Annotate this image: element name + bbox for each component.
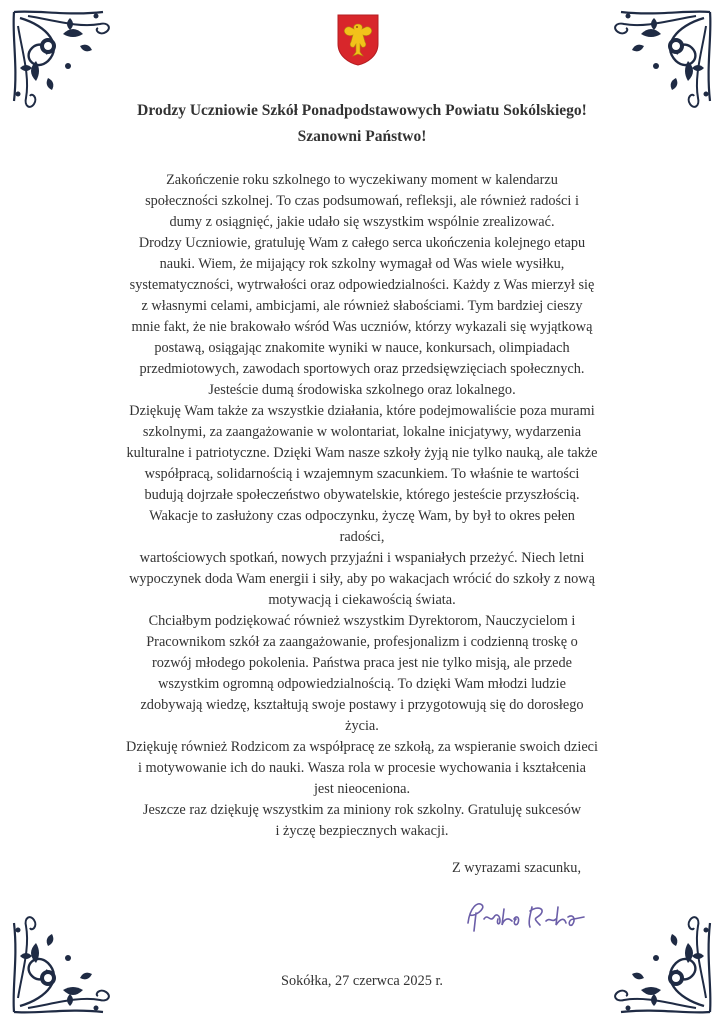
body-line: wartościowych spotkań, nowych przyjaźni i wspaniałych przeżyć. Niech letni (139, 550, 585, 566)
corner-ornament-bottom-left (8, 908, 118, 1018)
body-line: przedmiotowych, zawodach sportowych oraz przedsięwzięciach społecznych. (139, 361, 585, 377)
closing-phrase: Z wyrazami szacunku, (452, 860, 582, 876)
body-line: budują dojrzałe społeczeństwo obywatelskie, którego jesteście przyszłością. (144, 487, 580, 503)
body-line: postawą, osiągając znakomite wyniki w nauce, konkursach, olimpiadach (154, 340, 570, 356)
letter-heading (60, 98, 664, 150)
body-line: i motywowanie ich do nauki. Wasza rola w procesie wychowania i kształcenia (138, 760, 586, 776)
letter-body (96, 170, 628, 842)
body-line: dumy z osiągnięć, jakie udało się wszystkim wspólnie zrealizować. (169, 214, 555, 230)
body-line: rozwój młodego pokolenia. Państwa praca jest nie tylko misją, ale przede (151, 655, 573, 671)
body-line: zdobywają wiedzę, kształtują swoje postawy i przygotowują się do dorosłego (140, 697, 584, 713)
body-line: nauki. Wiem, że mijający rok szkolny wymagał od Was wiele wysiłku, (159, 256, 565, 272)
corner-ornament-bottom-right (606, 908, 716, 1018)
body-line: Jesteście dumą środowiska szkolnego oraz lokalnego. (208, 382, 516, 398)
body-line: współpracą, solidarnością i wzajemnym szacunkiem. To właśnie te wartości (144, 466, 580, 482)
body-line: mnie fakt, że nie brakowało wśród Was uczniów, którzy wykazali się wyjątkową (131, 319, 593, 335)
body-line: Jeszcze raz dziękuję wszystkim za miniony rok szkolny. Gratuluję sukcesów (142, 802, 582, 818)
body-line: życia. (345, 718, 379, 734)
body-line: Wakacje to zasłużony czas odpoczynku, życzę Wam, by był to okres pełen (149, 508, 575, 524)
body-line: szkolnymi, za zaangażowanie w wolontariat, lokalne inicjatywy, wydarzenia (142, 424, 582, 440)
place-and-date: Sokółka, 27 czerwca 2025 r. (281, 973, 443, 989)
body-line: jest nieoceniona. (313, 781, 411, 797)
body-line: kulturalne i patriotyczne. Dzięki Wam nasze szkoły żyją nie tylko nauką, ale także (126, 445, 598, 461)
body-line: Zakończenie roku szkolnego to wyczekiwany moment w kalendarzu (166, 172, 558, 188)
body-line: wszystkim ogromną odpowiedzialnością. To dzięki Wam młodzi ludzie (158, 676, 566, 692)
body-line: Drodzy Uczniowie, gratuluję Wam z całego serca ukończenia kolejnego etapu (138, 235, 586, 251)
body-line: i życzę bezpiecznych wakacji. (275, 823, 449, 839)
heading-salutation-general: Szanowni Państwo! (297, 128, 427, 145)
heading-salutation-students: Drodzy Uczniowie Szkół Ponadpodstawowych Powiatu Sokólskiego! (137, 102, 587, 119)
body-line: motywacją i ciekawością świata. (268, 592, 456, 608)
body-line: społeczności szkolnej. To czas podsumowań, refleksji, ale również radości i (145, 193, 579, 209)
body-line: Dziękuję Wam także za wszystkie działania, które podejmowaliście poza murami (129, 403, 595, 419)
body-line: wypoczynek doda Wam energii i siły, aby po wakacjach wrócić do szkoły z nową (129, 571, 595, 587)
body-line: Chciałbym podziękować również wszystkim Dyrektorom, Nauczycielom i (148, 613, 576, 629)
signature (460, 893, 590, 939)
body-line: radości, (339, 529, 385, 545)
body-line: systematyczności, wytrwałości oraz odpowiedzialności. Każdy z Was mierzył się (129, 277, 595, 293)
body-line: Dziękuję również Rodzicom za współpracę ze szkołą, za wspieranie swoich dzieci (126, 739, 598, 755)
body-line: z własnymi celami, ambicjami, ale również słabościami. Tym bardziej cieszy (141, 298, 583, 314)
body-line: Pracownikom szkół za zaangażowanie, profesjonalizm i codzienną troskę o (146, 634, 578, 650)
coat-of-arms-icon (337, 14, 379, 66)
